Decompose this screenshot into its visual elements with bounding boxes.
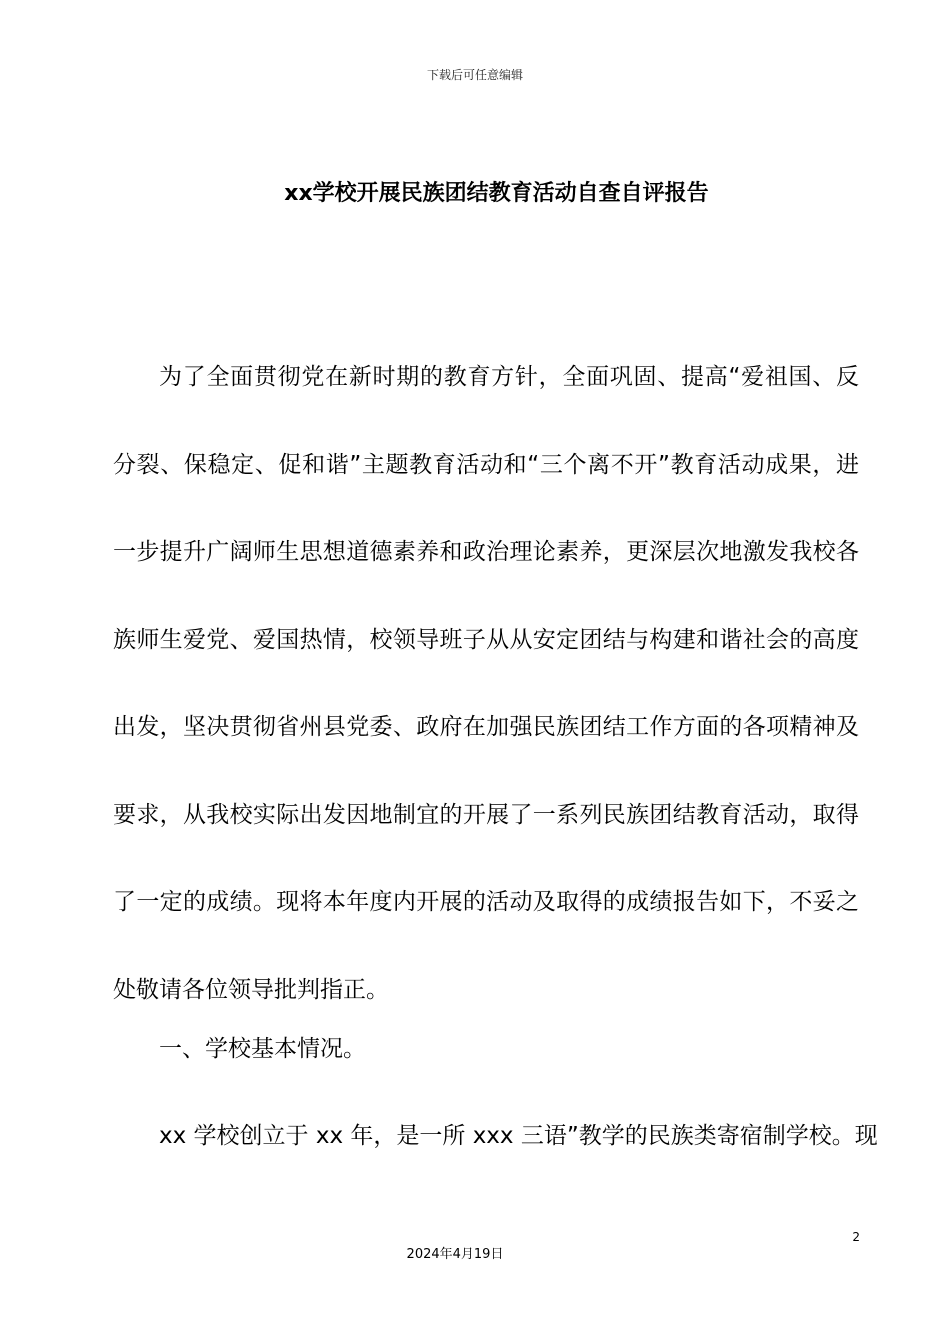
basic-info-paragraph: xx 学校创立于 xx 年，是一所 xxx 三语”教学的民族类寄宿制学校。现: [159, 1123, 878, 1149]
document-title: xx学校开展民族团结教育活动自查自评报告: [284, 181, 709, 206]
page-number: 2: [852, 1230, 860, 1244]
header-note: 下载后可任意编辑: [426, 68, 523, 82]
intro-paragraph: 为了全面贯彻党在新时期的教育方针，全面巩固、提高“爱祖国、反分裂、保稳定、促和谐”主题教育活动和“三个离不开”教育活动成果，进一步提升广阔师生思想道德素养和政治理论素养，更深层次地激发我校各族师生爱党、爱国热情，校领导班子从从安定团结与构建和谐社会的高度出发，坚决贯彻省州县党委、政府在加强民族团结工作方面的各项精神及要求，从我校实际出发因地制宜的开展了一系列民族团结教育活动，取得了一定的成绩。现将本年度内开展的活动及取得的成绩报告如下，不妥之处敬请各位领导批判指正。: [113, 364, 859, 1003]
section-heading-basic-info: 一、学校基本情况。: [159, 1036, 366, 1062]
footer-date: 2024年4月19日: [406, 1247, 504, 1262]
